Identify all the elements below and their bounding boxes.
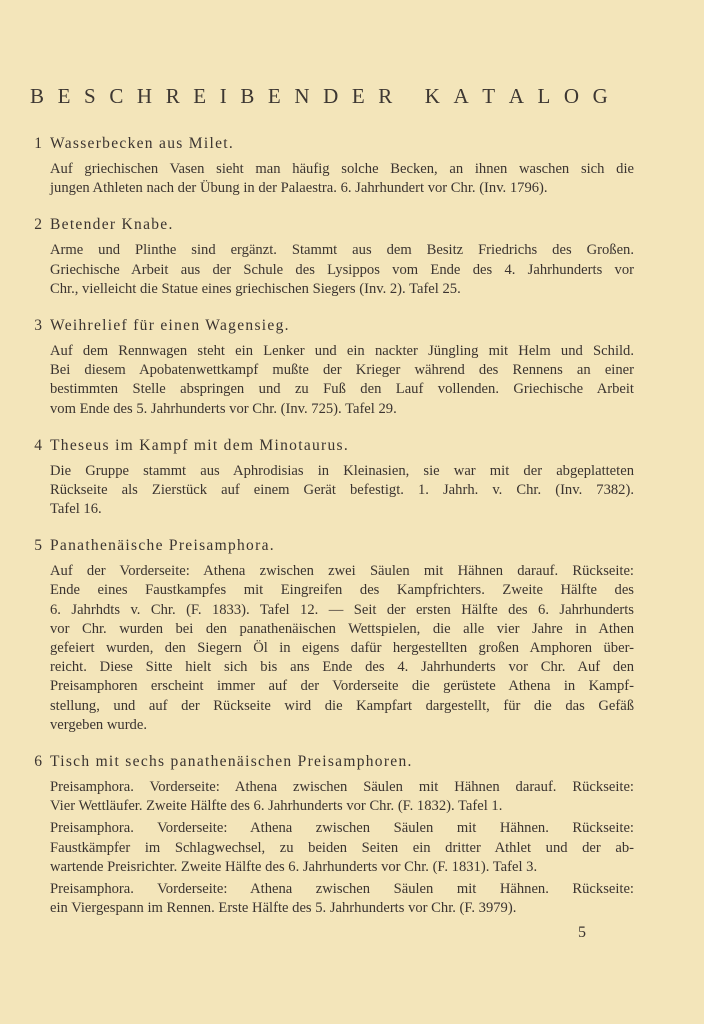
entry-number: 6 — [34, 752, 42, 770]
text-line: Ende eines Faustkampfes mit Eingreifen des Kampfrichters. Zweite Hälfte des — [50, 582, 634, 599]
heading-letter: E — [57, 84, 71, 108]
entry-description — [50, 462, 634, 520]
text-line: Arme und Plinthe sind ergänzt. Stammt aus dem Besitz Friedrichs des Großen. — [50, 242, 634, 259]
text-line: Tafel 16. — [50, 501, 102, 518]
heading-letter: R — [165, 84, 180, 108]
text-line: gefeiert wurden, den Siegern Öl in eigens dafür hergestellten großen Amphoren über- — [50, 640, 634, 656]
heading-letter: B — [240, 84, 255, 108]
entry-title: Weihrelief für einen Wagensieg. — [50, 316, 290, 334]
catalog-entry — [22, 534, 634, 735]
entry-number: 2 — [34, 216, 42, 234]
entry-title-row — [22, 314, 634, 338]
entry-description — [50, 562, 634, 735]
text-line: jungen Athleten nach der Übung in der Palaestra. 6. Jahrhundert vor Chr. (Inv. 1796). — [50, 180, 548, 197]
entry-title: Tisch mit sechs panathenäischen Preisamphoren. — [50, 752, 413, 770]
text-line: Auf der Vorderseite: Athena zwischen zwei Säulen mit Hähnen darauf. Rückseite: — [50, 563, 634, 580]
text-line: Faustkämpfer im Schlagwechsel, zu beiden Seiten ein dritter Athlet und der ab- — [50, 839, 634, 856]
catalog-entry — [22, 434, 634, 520]
entry-title: Betender Knabe. — [50, 216, 174, 234]
text-line: Griechische Arbeit aus der Schule des Lysippos vom Ende des 4. Jahrhunderts vor — [50, 261, 634, 278]
text-line: Rückseite als Zierstück auf einem Gerät befestigt. 1. Jahrh. v. Chr. (Inv. 7382). — [50, 481, 634, 498]
heading-letter: E — [267, 84, 281, 108]
text-line: Preisamphora. Vorderseite: Athena zwischen Säulen mit Hähnen. Rückseite: — [50, 880, 634, 897]
heading-letter: R — [378, 84, 393, 108]
text-line: Auf dem Rennwagen steht ein Lenker und ein nackter Jüngling mit Helm und Schild. — [50, 342, 634, 359]
heading-letter: D — [323, 84, 339, 108]
catalog-entries — [22, 132, 634, 933]
text-line: vom Ende des 5. Jahrhunderts vor Chr. (Inv. 725). Tafel 29. — [50, 400, 397, 417]
text-line: Auf griechischen Vasen sieht man häufig solche Becken, an ihnen waschen sich die — [50, 161, 634, 177]
text-line: 6. Jahrhdts v. Chr. (F. 1833). Tafel 12. — Seit der ersten Hälfte des 6. Jahrhunderts — [50, 601, 634, 618]
heading-letter: H — [136, 84, 153, 108]
text-line: vergeben wurde. — [50, 716, 147, 733]
catalog-entry — [22, 132, 634, 198]
heading-letter: K — [424, 84, 440, 108]
entry-title: Panathenäische Preisamphora. — [50, 537, 275, 555]
entry-description — [50, 880, 634, 918]
heading-letter: A — [453, 84, 469, 108]
catalog-entry — [22, 750, 634, 918]
text-line: bestimmten Stelle abspringen und zu Fuß den Lauf vollenden. Griechische Arbeit — [50, 381, 634, 398]
text-line: ein Viergespann im Rennen. Erste Hälfte des 5. Jahrhunderts vor Chr. (F. 3979). — [50, 900, 517, 917]
text-line: reicht. Diese Sitte hielt sich bis ans Ende des 4. Jahrhunderts vor Chr. Auf den — [50, 659, 634, 676]
entry-description — [50, 342, 634, 419]
heading-letter: T — [482, 84, 496, 108]
entry-number: 1 — [34, 135, 42, 152]
heading-letter: G — [592, 84, 608, 108]
heading-letter: O — [563, 84, 580, 108]
text-line: Preisamphora. Vorderseite: Athena zwischen Säulen mit Hähnen darauf. Rückseite: — [50, 778, 634, 795]
entry-title-row — [22, 434, 634, 458]
text-line: vor Chr. wurden bei den panathenäischen Wettspielen, die alle vier Jahre in Athen — [50, 620, 634, 637]
entry-title-row — [22, 132, 634, 156]
text-line: Bei diesem Apobatenwettkampf mußte der Krieger während des Rennens an einer — [50, 362, 634, 379]
catalog-entry — [22, 314, 634, 419]
text-line: Vier Wettläufer. Zweite Hälfte des 6. Jahrhunderts vor Chr. (F. 1832). Tafel 1. — [50, 798, 503, 815]
entry-number: 3 — [34, 316, 42, 334]
heading-space — [406, 84, 411, 109]
text-line: Chr., vielleicht die Statue eines griechischen Siegers (Inv. 2). Tafel 25. — [50, 280, 461, 297]
entry-description — [50, 241, 634, 299]
entry-title-row — [22, 213, 634, 237]
heading-letter: N — [294, 84, 310, 108]
heading-letter: B — [30, 84, 45, 108]
heading-letter: I — [219, 84, 227, 108]
heading-letter: E — [351, 84, 365, 108]
text-line: wartende Preisrichter. Zweite Hälfte des 6. Jahrhunderts vor Chr. (F. 1831). Tafel 3. — [50, 858, 538, 875]
catalog-entry — [22, 213, 634, 299]
text-line: stellung, und auf der Rückseite wird die Kampfart dargestellt, für die das Gefäß — [50, 697, 634, 714]
entry-number: 4 — [34, 436, 42, 454]
entry-title-row — [22, 534, 634, 558]
entry-description — [50, 778, 634, 816]
text-line: Die Gruppe stammt aus Aphrodisias in Kleinasien, sie war mit der abgeplatteten — [50, 462, 634, 479]
text-line: Preisamphora. Vorderseite: Athena zwischen Säulen mit Hähnen. Rückseite: — [50, 820, 634, 837]
heading-letter: L — [537, 84, 551, 108]
entry-title: Theseus im Kampf mit dem Minotaurus. — [50, 436, 350, 454]
entry-title: Wasserbecken aus Milet. — [50, 135, 235, 152]
entry-number: 5 — [34, 537, 42, 555]
heading-letter: E — [193, 84, 207, 108]
entry-title-row — [22, 750, 634, 774]
page-heading — [30, 84, 608, 109]
heading-letter: A — [508, 84, 524, 108]
text-line: Preisamphoren erscheint immer auf der Vorderseite die gerüstete Athena in Kampf- — [50, 678, 634, 695]
heading-letter: C — [109, 84, 124, 108]
entry-description — [50, 819, 634, 877]
heading-letter: S — [84, 84, 96, 108]
page-number: 5 — [578, 924, 586, 941]
entry-description — [50, 160, 634, 198]
